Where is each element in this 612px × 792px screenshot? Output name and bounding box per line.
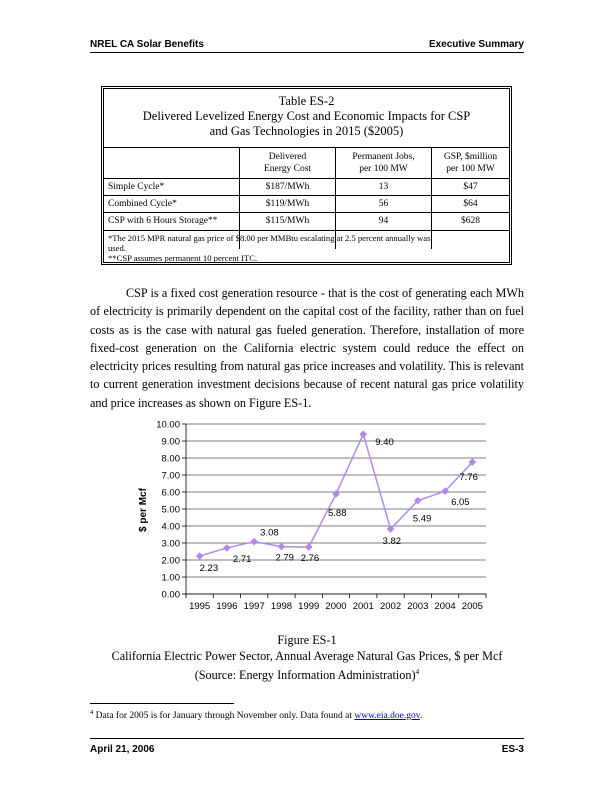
data-label: 2.76	[300, 553, 320, 565]
row-label-simple-cycle: Simple Cycle*	[108, 182, 165, 192]
x-tick-label: 2004	[434, 601, 456, 612]
page-number: ES-3	[501, 744, 524, 755]
data-point	[305, 543, 313, 551]
y-tick-label: 1.00	[161, 572, 180, 584]
data-point	[359, 430, 367, 438]
table-cell: $64	[463, 199, 478, 209]
paragraph: CSP is a fixed cost generation resource - that is the cost of generating each MWh of electricity is primarily dependent on the capital cost of the facility, rather than on fuel costs as is the case with natural gas fueled generation. Therefore, installation of more fixed-cost generation on the California electric system could reduce the effect on electricity prices resulting from natural gas price increases and volatility. This is relevant to current generation investment decisions because of recent natural gas price volatility and price increases as shown on Figure ES-1.	[90, 286, 524, 410]
x-tick-label: 2000	[325, 601, 347, 612]
x-tick-label: 1999	[298, 601, 320, 612]
data-point	[196, 552, 204, 560]
figure-source: (Source: Energy Information Administration)$^4$	[194, 667, 420, 683]
y-tick-label: 0.00	[161, 589, 180, 601]
data-label: 7.76	[459, 472, 478, 484]
table-notes: *The 2015 MPR natural gas price of $8.00 per MMBtu escalating at 2.5 percent annually was used. **CSP assumes permanent 10 percent ITC.	[108, 233, 431, 263]
x-tick-label: 2002	[379, 601, 402, 612]
table-cell: $119/MWh	[265, 199, 310, 209]
data-label: 2.23	[199, 563, 219, 575]
x-tick-label: 1996	[216, 601, 238, 612]
x-tick-label: 1997	[243, 601, 265, 612]
col-header-energy-cost: Delivered Energy Cost	[263, 152, 312, 174]
x-tick-label: 2003	[407, 601, 429, 612]
data-point	[332, 490, 340, 498]
data-label: 3.82	[382, 536, 402, 548]
y-axis-ticks	[156, 420, 186, 601]
x-tick-label: 1998	[270, 601, 293, 612]
table-caption-line2: and Gas Technologies in 2015 ($2005)	[209, 124, 404, 138]
table-cell: $628	[461, 216, 480, 226]
figure-title: California Electric Power Sector, Annual Average Natural Gas Prices, $ per Mcf	[111, 649, 503, 663]
data-label: 5.49	[412, 513, 432, 525]
data-label: 5.88	[328, 508, 347, 520]
data-point	[250, 538, 258, 546]
y-tick-label: 6.00	[161, 487, 180, 499]
table-cell: $47	[463, 182, 478, 192]
data-label: 3.08	[260, 527, 279, 539]
data-label: 9.40	[375, 437, 394, 449]
y-tick-label: 3.00	[161, 538, 180, 550]
footer-rule	[90, 738, 524, 739]
data-label: 2.71	[232, 553, 252, 565]
y-tick-label: 5.00	[161, 504, 180, 516]
table-cell: 94	[378, 216, 389, 226]
footnote-rule	[90, 703, 234, 704]
data-point	[278, 543, 286, 551]
data-label: 2.79	[275, 552, 294, 564]
y-tick-label: 10.00	[156, 419, 180, 431]
footer-date: April 21, 2006	[90, 744, 155, 755]
x-axis-ticks	[186, 594, 486, 612]
y-tick-label: 4.00	[161, 521, 180, 533]
x-tick-label: 2005	[461, 601, 483, 612]
y-tick-label: 9.00	[161, 436, 180, 448]
table-cell: $187/MWh	[265, 182, 310, 192]
col-header-gsp: GSP, $million per 100 MW	[443, 152, 498, 174]
table-cell: 56	[378, 199, 389, 209]
table-cell: 13	[378, 182, 389, 192]
x-tick-label: 2001	[352, 601, 374, 612]
x-tick-label: 1995	[189, 601, 211, 612]
figure-label: Figure ES-1	[277, 633, 337, 647]
data-label: 6.05	[451, 497, 470, 509]
y-axis-label: $ per Mcf	[138, 488, 149, 532]
row-label-combined-cycle: Combined Cycle*	[108, 199, 177, 209]
row-label-csp: CSP with 6 Hours Storage**	[108, 216, 218, 226]
footnote-link[interactable]: www.eia.doe.gov	[354, 711, 420, 722]
footnote: $^4$ Data for 2005 is for January through November only. Data found at www.eia.doe.gov.	[90, 709, 423, 722]
y-tick-label: 8.00	[161, 453, 180, 465]
data-point	[223, 544, 231, 552]
table-cell: $115/MWh	[265, 216, 310, 226]
header-left: NREL CA Solar Benefits	[90, 39, 204, 50]
table-title: Table ES-2	[278, 94, 335, 108]
col-header-jobs: Permanent Jobs, per 100 MW	[352, 152, 415, 174]
y-tick-label: 2.00	[161, 555, 180, 567]
table-caption-line1: Delivered Levelized Energy Cost and Economic Impacts for CSP	[142, 109, 471, 123]
y-tick-label: 7.00	[161, 470, 180, 482]
header-right: Executive Summary	[428, 39, 524, 50]
